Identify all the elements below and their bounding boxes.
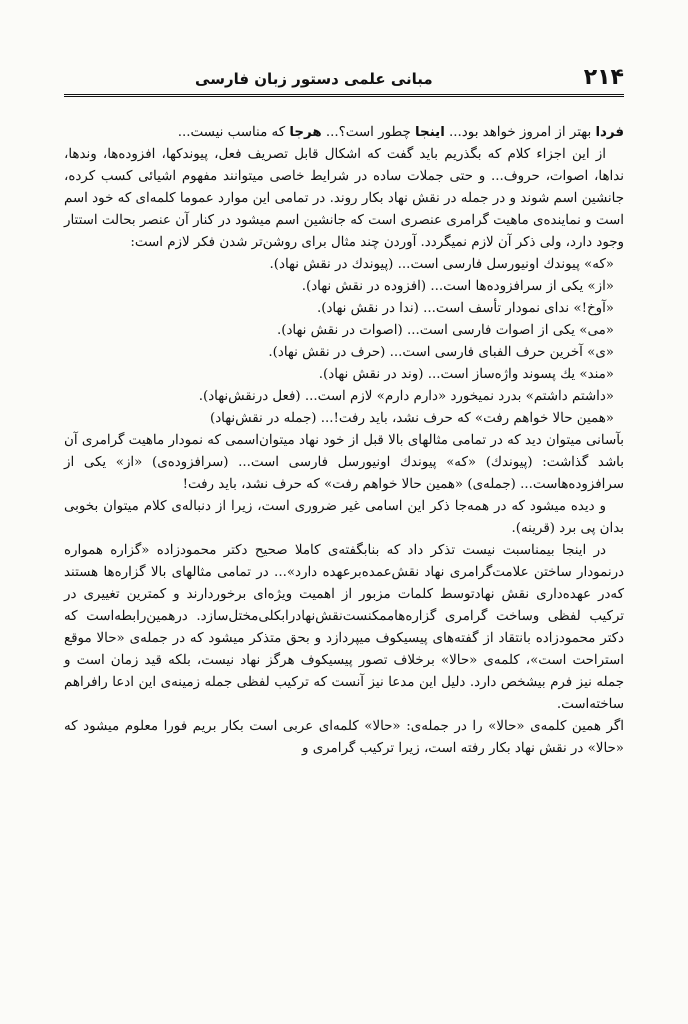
example-6: «مند» یك پسوند واژه‌ساز است... (وند در نقش نهاد). (318, 367, 614, 382)
paragraph-2: از این اجزاء کلام که بگذریم باید گفت که اشکال قابل تصریف فعل، پیوندکها، افزوده‌ها، وندها، نداها، اصوات، حروف... و حتی جملات ساده در شرایط خاصی میتوانند مفهوم اشیائی کسب کرده، جانشین اسم شوند و در جمله در نقش نهاد بکار روند. در تمامی این موارد عموما کلمه‌ای که خود اسم است و نماینده‌ی ماهیت گرامری عنصری است که جانشین اسم میشود در کنار آن عنصر بحالت استتار وجود دارد، ولی ذکر آن لازم نمیگردد. آوردن چند مثال برای روشن‌تر شدن فکر لازم است: (64, 147, 624, 250)
paragraph-1-text-1: بهتر از امروز خواهد بود... (444, 125, 596, 140)
example-2: «از» یکی از سرافزوده‌ها است... (افزوده در نقش نهاد). (301, 279, 614, 294)
bold-word-inja: اینجا (415, 125, 445, 140)
paragraph-3: بآسانی میتوان دید که در تمامی مثالهای بالا قبل از خود نهاد میتوان‌اسمی که نمودار ماهیت گرامری آن باشد گذاشت: (پیوندك) «که» پیوندك اونیورسل فارسی است... (سرافزوده‌ی) «از» یکی از سرافزوده‌هاست... (جمله‌ی) «همین حالا خواهم رفت» که حرف نشد، باید رفت! (64, 433, 624, 492)
example-4: «می» یکی از اصوات فارسی است... (اصوات در نقش نهاد). (276, 323, 614, 338)
page-header (64, 56, 624, 97)
bold-word-harja: هرجا (289, 125, 322, 140)
bold-word-farda: فردا (595, 125, 624, 140)
running-title: مبانی علمی دستور زبان فارسی (195, 70, 433, 88)
paragraph-4: و دیده میشود که در همه‌جا ذکر این اسامی غیر ضروری است، زیرا از دنباله‌ی کلام میتوان بخوبی بدان پی برد (قرینه). (64, 499, 624, 536)
paragraph-1-text-3: که مناسب نیست... (177, 125, 290, 140)
example-3: «آوخ!» ندای نمودار تأسف است... (ندا در نقش نهاد). (316, 301, 614, 316)
paragraph-1-text-2: چطور است؟... (321, 125, 416, 140)
page-number: ۲۱۴ (583, 65, 624, 90)
example-5: «ی» آخرین حرف الفبای فارسی است... (حرف در نقش نهاد). (268, 345, 614, 360)
page-body (64, 122, 624, 760)
example-8: «همین حالا خواهم رفت» که حرف نشد، باید رفت!... (جمله در نقش‌نهاد) (209, 411, 614, 426)
example-1: «که» پیوندك اونیورسل فارسی است... (پیوندك در نقش نهاد). (269, 257, 614, 272)
paragraph-5: در اینجا بیمناسبت نیست تذکر داد که بنابگفته‌ی کاملا صحیح دکتر محمودزاده «گزاره همواره درنمودار ساختن علامت‌گرامری نهاد نقش‌عمده‌برعهده دارد»... در تمامی مثالهای بالا گزاره‌ها هستند که‌در عهده‌داری نقش نهادتوسط کلمات مزبور از اهمیت ویژه‌ای برخوردارند و کمترین تغییری در ترکیب لفظی وساخت گرامری گزاره‌هاممکنست‌نقش‌نهادرابکلی‌مختل‌سازد. درهمین‌رابطه‌است که دکتر محمودزاده بانتقاد از گفته‌های پیسیکوف میپردازد و بحق متذکر میشود که در جمله‌ی «حالا موقع استراحت است»، کلمه‌ی «حالا» برخلاف تصور پیسیکوف هرگز نهاد نیست، بلکه قید زمان است و جمله نیز فرم بیشخص دارد. دلیل این مدعا نیز آنست که ترکیب لفظی جمله زمینه‌ی این ادعا رافراهم ساخته‌است. (64, 543, 624, 712)
paragraph-1 (64, 122, 624, 144)
paragraph-6: اگر همین کلمه‌ی «حالا» را در جمله‌ی: «حالا» کلمه‌ای عربی است بکار بریم فورا معلوم میشود که «حالا» در نقش نهاد بکار رفته است، زیرا ترکیب گرامری و (64, 719, 624, 756)
example-7: «داشتم داشتم» بدرد نمیخورد «دارم دارم» لازم است... (فعل درنقش‌نهاد). (198, 389, 614, 404)
